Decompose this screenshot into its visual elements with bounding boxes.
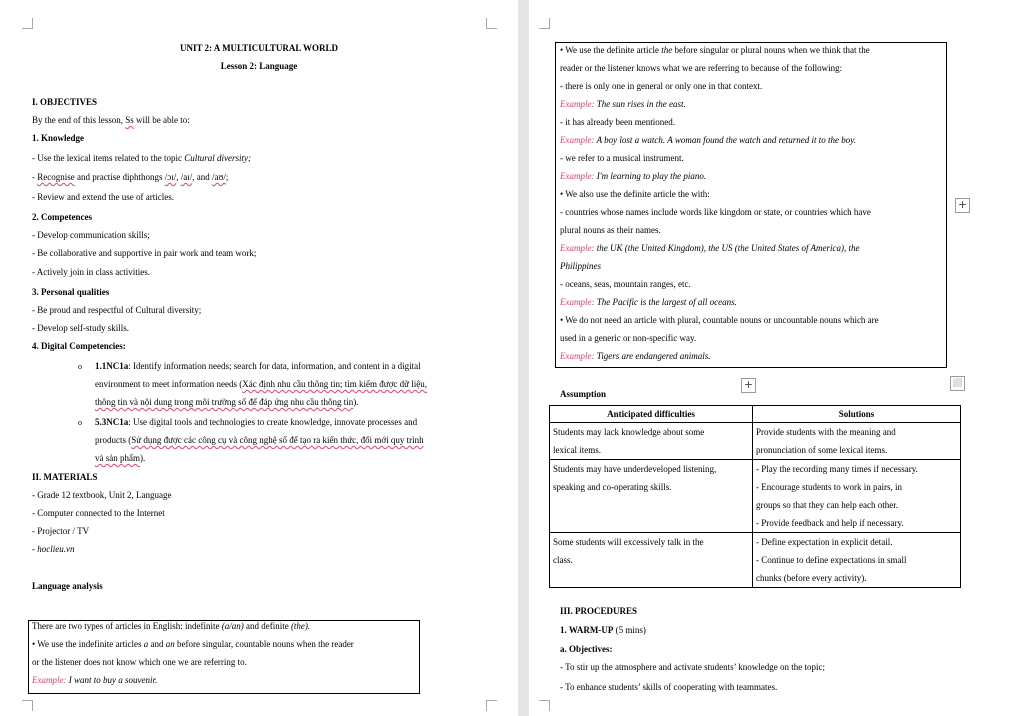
competences-heading: 2. Competences xyxy=(32,212,92,222)
unit-title: UNIT 2: A MULTICULTURAL WORLD xyxy=(179,43,339,53)
material-item: - Grade 12 textbook, Unit 2, Language xyxy=(32,490,172,500)
warmup-objective-item: - To stir up the atmosphere and activate students’ knowledge on the topic; xyxy=(560,662,825,672)
box-line: • We use the definite article the before singular or plural nouns when we think that the xyxy=(560,45,870,55)
box-line: • We also use the definite article the with: xyxy=(560,189,710,199)
digital-item-2: 5.3NC1a: Use digital tools and technologies to create knowledge, innovate processes and xyxy=(95,417,418,427)
language-analysis-heading: Language analysis xyxy=(32,581,103,591)
digital-item-2-line: và sản phẩm). xyxy=(95,453,146,463)
warmup-objectives-heading: a. Objectives: xyxy=(560,644,613,654)
table-row xyxy=(550,460,961,533)
box-line: - countries whose names include words like kingdom or state, or countries which have xyxy=(560,207,871,217)
knowledge-item: - Use the lexical items related to the topic Cultural diversity; xyxy=(32,153,251,163)
warmup-heading: 1. WARM-UP (5 mins) xyxy=(560,625,646,635)
table-cell: Students may lack knowledge about some lexical items. xyxy=(550,423,753,460)
objectives-heading: I. OBJECTIVES xyxy=(32,97,98,107)
procedures-heading: III. PROCEDURES xyxy=(560,606,638,616)
box-line: - oceans, seas, mountain ranges, etc. xyxy=(560,279,691,289)
box-line: • We use the indefinite articles a and an before singular, countable nouns when the reader xyxy=(32,639,354,649)
competence-item: - Be collaborative and supportive in pair work and team work; xyxy=(32,248,257,258)
box-line: plural nouns as their names. xyxy=(560,225,661,235)
box-example: Example: the UK (the United Kingdom), the US (the United States of America), the xyxy=(560,243,860,253)
box-line: • We do not need an article with plural, countable nouns or uncountable nouns which are xyxy=(560,315,879,325)
crop-mark xyxy=(486,700,497,711)
box-line: - there is only one in general or only one in that context. xyxy=(560,81,763,91)
list-bullet: o xyxy=(78,362,82,371)
quality-item: - Be proud and respectful of Cultural diversity; xyxy=(32,305,202,315)
box-line: There are two types of articles in English: indefinite (a/an) and definite (the). xyxy=(32,621,311,631)
digital-item-1: 1.1NC1a: Identify information needs; search for data, information, and content in a digital xyxy=(95,361,421,371)
table-insert-row-button[interactable]: + xyxy=(955,198,970,213)
box-example: Example: The sun rises in the east. xyxy=(560,99,686,109)
competence-item: - Actively join in class activities. xyxy=(32,267,150,277)
assumption-heading: Assumption xyxy=(560,389,607,399)
box-line: or the listener does not know which one we are referring to. xyxy=(32,657,247,667)
box-example-line: Philippines xyxy=(560,261,601,271)
document-page-right xyxy=(529,0,1014,716)
digital-item-1-line: environment to meet information needs (Xác định nhu cầu thông tin; tìm kiếm được dữ liệu, xyxy=(95,379,427,389)
box-example: Example: I'm learning to play the piano. xyxy=(560,171,707,181)
warmup-objective-item: - To enhance students’ skills of cooperating with teammates. xyxy=(560,682,778,692)
box-example: Example: I want to buy a souvenir. xyxy=(32,675,158,685)
crop-mark xyxy=(22,700,33,711)
list-bullet: o xyxy=(78,418,82,427)
material-item: - Computer connected to the Internet xyxy=(32,508,165,518)
crop-mark xyxy=(486,18,497,29)
column-header: Anticipated difficulties xyxy=(550,406,753,423)
digital-item-2-line: products (Sử dụng được các công cụ và công nghệ số để tạo ra kiến thức, đổi mới quy trình xyxy=(95,435,424,445)
box-example: Example: Tigers are endangered animals. xyxy=(560,351,711,361)
table-cell: Provide students with the meaning and pronunciation of some lexical items. xyxy=(753,423,961,460)
lesson-title: Lesson 2: Language xyxy=(220,61,298,71)
objectives-intro: By the end of this lesson, Ss will be able to: xyxy=(32,115,190,125)
box-example: Example: The Pacific is the largest of all oceans. xyxy=(560,297,737,307)
knowledge-heading: 1. Knowledge xyxy=(32,133,85,143)
table-cell: - Play the recording many times if necessary. - Encourage students to work in pairs, in groups so that they can help each other. - Provide feedback and help if necessary. xyxy=(753,460,961,533)
box-line: used in a generic or non-specific way. xyxy=(560,333,697,343)
table-resize-handle-icon[interactable]: ⬜ xyxy=(950,376,965,391)
table-cell: - Define expectation in explicit detail. - Continue to define expectations in small chunks (before every activity). xyxy=(753,533,961,588)
table-header-row xyxy=(550,406,961,423)
crop-mark xyxy=(539,700,550,711)
column-header: Solutions xyxy=(753,406,961,423)
box-line: - it has already been mentioned. xyxy=(560,117,675,127)
crop-mark xyxy=(22,18,33,29)
knowledge-item: - Review and extend the use of articles. xyxy=(32,192,174,202)
material-item: - Projector / TV xyxy=(32,526,90,536)
table-row xyxy=(550,423,961,460)
box-line: - we refer to a musical instrument. xyxy=(560,153,684,163)
table-row xyxy=(550,533,961,588)
table-cell: Some students will excessively talk in the class. xyxy=(550,533,753,588)
material-item: - hoclieu.vn xyxy=(32,544,75,554)
competence-item: - Develop communication skills; xyxy=(32,230,150,240)
box-line: reader or the listener knows what we are referring to because of the following: xyxy=(560,63,843,73)
digital-item-1-line: thông tin và nội dung trong môi trường số để đáp ứng nhu cầu thông tin). xyxy=(95,397,359,407)
digital-heading: 4. Digital Competencies: xyxy=(32,341,126,351)
quality-item: - Develop self-study skills. xyxy=(32,323,129,333)
table-cell: Students may have underdeveloped listening, speaking and co-operating skills. xyxy=(550,460,753,533)
knowledge-item: - Recognise and practise diphthongs /ɔɪ/, /aɪ/, and /aʊ/; xyxy=(32,172,229,182)
table-insert-column-button[interactable]: + xyxy=(741,378,756,393)
materials-heading: II. MATERIALS xyxy=(32,472,98,482)
assumption-table xyxy=(549,405,961,588)
qualities-heading: 3. Personal qualities xyxy=(32,287,110,297)
crop-mark xyxy=(539,18,550,29)
box-example: Example: A boy lost a watch. A woman found the watch and returned it to the boy. xyxy=(560,135,856,145)
